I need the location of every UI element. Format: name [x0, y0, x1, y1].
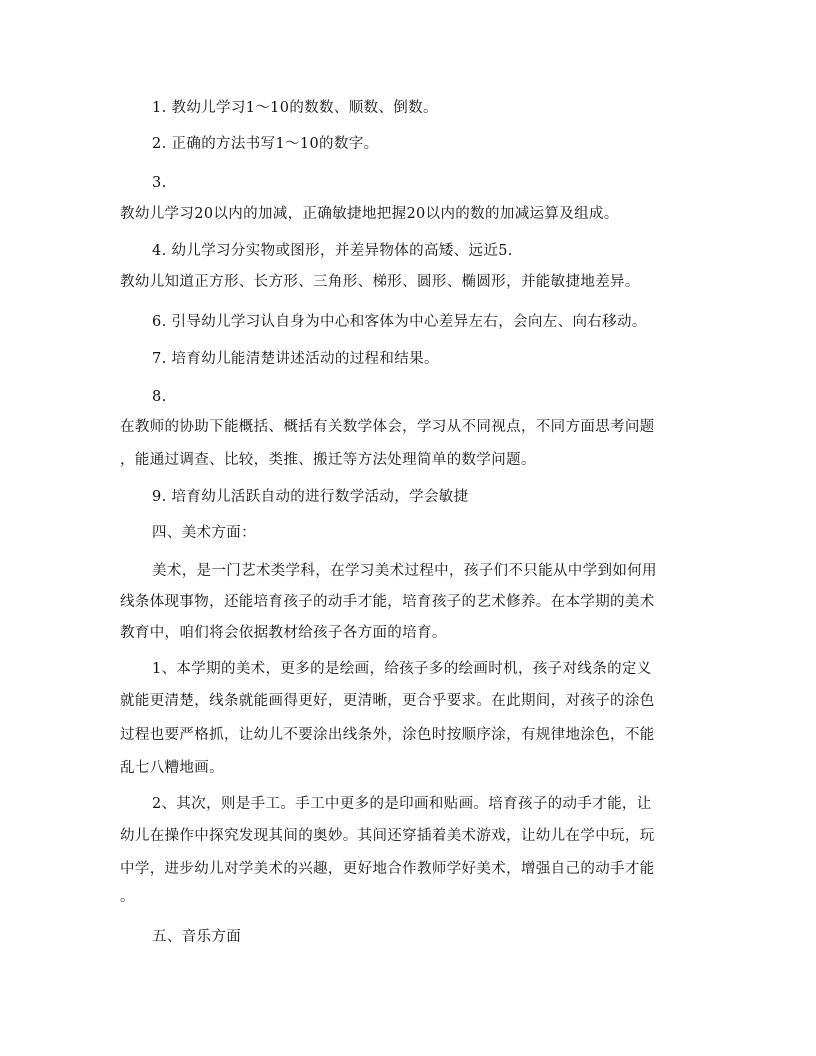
list-item-3-text: 教幼儿学习20以内的加减，正确敏捷地把握20以内的数的加减运算及组成。 — [120, 206, 619, 222]
list-item-4: 4. 幼儿学习分实物或图形，并差异物体的高矮、远近5. — [152, 243, 513, 259]
list-item-8-text-line-1: 在教师的协助下能概括、概括有关数学体会，学习从不同视点，不同方面思考问题 — [120, 419, 655, 435]
list-item-2: 2. 正确的方法书写1～10的数字。 — [152, 136, 379, 152]
art-point-2-line-1: 2、其次，则是手工。手工中更多的是印画和贴画。培育孩子的动手才能，让 — [152, 796, 652, 812]
list-item-8-number: 8. — [152, 389, 167, 405]
art-point-1-line-2: 就能更清楚，线条就能画得更好，更清晰，更合乎要求。在此期间，对孩子的涂色 — [120, 693, 655, 709]
list-item-6: 6. 引导幼儿学习认自身为中心和客体为中心差异左右，会向左、向右移动。 — [152, 314, 647, 330]
list-item-5-text: 教幼儿知道正方形、长方形、三角形、梯形、圆形、椭圆形，并能敏捷地差异。 — [120, 274, 640, 290]
section-heading-art: 四、美术方面： — [152, 525, 256, 541]
list-item-7: 7. 培育幼儿能清楚讲述活动的过程和结果。 — [152, 351, 439, 367]
section-heading-music: 五、音乐方面 — [152, 929, 242, 945]
art-point-1-line-4: 乱七八糟地画。 — [120, 760, 224, 776]
art-point-2-line-3: 中学，进步幼儿对学美术的兴趣，更好地合作教师学好美术，增强自己的动手才能 — [120, 861, 655, 877]
list-item-1: 1. 教幼儿学习1～10的数数、顺数、倒数。 — [152, 100, 438, 116]
art-paragraph-line-3: 教育中，咱们将会依据教材给孩子各方面的培育。 — [120, 625, 447, 641]
list-item-8-text-line-2: ，能通过调查、比较，类推、搬迁等方法处理简单的数学问题。 — [120, 452, 536, 468]
art-paragraph-line-1: 美术，是一门艺术类学科，在学习美术过程中，孩子们不只能从中学到如何用 — [152, 563, 657, 579]
list-item-9: 9. 培育幼儿活跃自动的进行数学活动，学会敏捷 — [152, 489, 469, 505]
art-point-1-line-3: 过程也要严格抓，让幼儿不要涂出线条外，涂色时按顺序涂，有规律地涂色，不能 — [120, 727, 655, 743]
art-paragraph-line-2: 线条体现事物，还能培育孩子的动手才能，培育孩子的艺术修养。在本学期的美术 — [120, 594, 655, 610]
art-point-2-line-4: 。 — [120, 889, 135, 905]
art-point-1-line-1: 1、本学期的美术，更多的是绘画，给孩子多的绘画时机，孩子对线条的定义 — [152, 661, 652, 677]
list-item-3-number: 3. — [152, 175, 167, 191]
art-point-2-line-2: 幼儿在操作中探究发现其间的奥妙。其间还穿插着美术游戏，让幼儿在学中玩，玩 — [120, 828, 655, 844]
